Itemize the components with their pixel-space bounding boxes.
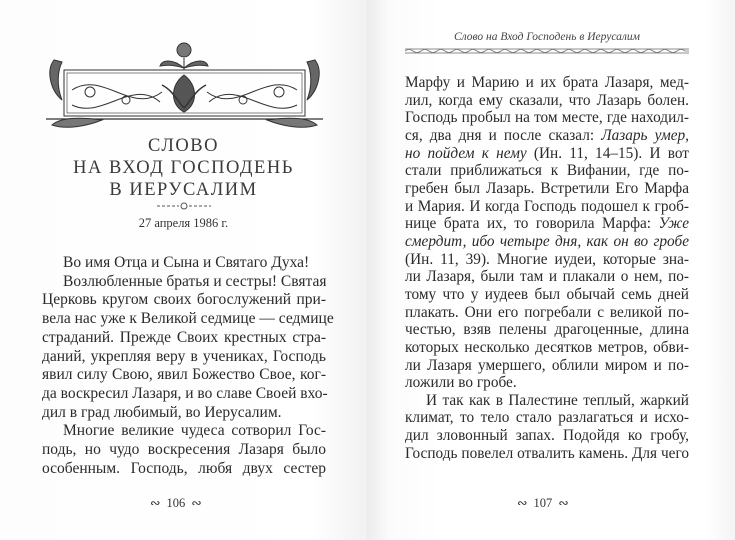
text-segment: нице брата их, то говорила Марфа:: [405, 215, 659, 233]
text-line: [405, 251, 689, 269]
text-segment: да воскресил Лазаря, и во славе Своей вхо-: [42, 384, 328, 402]
text-line: [405, 74, 689, 92]
text-segment: особенным. Господь, любя двух сестер: [42, 459, 326, 477]
text-line: [405, 92, 689, 110]
text-segment: ложили во гробе.: [405, 374, 517, 392]
text-segment: честью, взяв пелены драгоценные, длина: [405, 321, 689, 339]
text-segment: лил, когда ему сказали, что Лазарь болен.: [405, 91, 689, 109]
text-segment: плакать. Они его погребали с великой по-: [405, 303, 689, 321]
text-segment: даний, укрепляя веру в учениках, Господь: [42, 347, 326, 365]
text-segment: ся, два дня и после сказал:: [405, 126, 602, 144]
text-segment: Многие великие чудеса сотворил Гос-: [63, 422, 326, 440]
text-line: [42, 460, 326, 479]
text-line: [405, 215, 689, 233]
text-line: [42, 385, 326, 404]
title-line: В ИЕРУСАЛИМ: [109, 180, 258, 200]
text-segment: Возлюбленные братья и сестры! Святая: [63, 272, 327, 290]
headpiece-ornament: [42, 30, 327, 135]
text-line: [405, 145, 689, 163]
text-line: [42, 422, 326, 441]
sermon-date: 27 апреля 1986 г.: [138, 216, 229, 230]
text-line: [42, 329, 326, 348]
text-segment: подь, но чудо воскресения Лазаря было: [42, 441, 326, 459]
italic-quote: но пойдем к нему: [405, 144, 527, 162]
text-segment: Господь пробыл на том месте, где находил-: [405, 109, 689, 127]
body-text: [42, 254, 334, 478]
text-line: [405, 339, 689, 357]
text-line: [405, 427, 689, 445]
text-line: [405, 374, 689, 392]
page-number: 107: [533, 496, 553, 510]
text-segment: Господь повелел отвалить камень. Для чего: [405, 444, 689, 462]
text-segment: И так как в Палестине теплый, жаркий: [426, 391, 689, 409]
running-head-rule: [405, 48, 689, 54]
text-line: [42, 348, 326, 367]
text-segment: ли Лазаря умершего, облили миром и по-: [405, 356, 689, 374]
text-segment: явил силу Свою, явил Божество Свое, ког-: [42, 366, 326, 384]
text-line: [405, 109, 689, 127]
text-line: [405, 268, 689, 286]
flourish-icon: ∾: [150, 496, 161, 510]
text-line: [42, 366, 326, 385]
text-line: [405, 127, 689, 145]
left-page: [0, 0, 367, 540]
text-line: [405, 357, 689, 375]
title-line: НА ВХОД ГОСПОДЕНЬ: [73, 158, 294, 178]
text-line: [405, 180, 689, 198]
flourish-icon: ∾: [517, 496, 528, 510]
text-line: [405, 321, 689, 339]
text-segment: Во имя Отца и Сына и Святаго Духа!: [63, 254, 310, 271]
flourish-icon: ∾: [558, 496, 569, 510]
text-line: [405, 198, 689, 216]
page-number-left: [150, 496, 202, 511]
text-line: [405, 162, 689, 180]
text-line: [42, 254, 326, 273]
text-segment: стали приближаться к Вифании, где по-: [405, 162, 689, 180]
text-line: [405, 233, 689, 251]
text-segment: климат, то тело стало разлагаться и исхо-: [405, 409, 689, 427]
italic-quote: смердит, ибо четыре дня, как он во гробе: [405, 232, 689, 250]
text-line: [405, 409, 689, 427]
text-line: [405, 445, 689, 463]
running-head: Слово на Вход Господень в Иерусалим: [453, 31, 640, 43]
text-line: [405, 286, 689, 304]
right-page: [367, 0, 735, 540]
italic-quote: Лазарь умер,: [601, 126, 690, 144]
text-segment: дил зловонный запах. Подойдя ко гробу,: [405, 427, 689, 445]
text-line: [42, 404, 326, 423]
title-line: СЛОВО: [148, 136, 219, 156]
body-text: [405, 74, 689, 462]
text-segment: дил в град любимый, во Иерусалим.: [42, 403, 282, 421]
text-segment: страданий. Прежде Своих крестных стра-: [42, 328, 326, 346]
italic-quote: Уже: [658, 215, 689, 233]
sermon-title: [0, 135, 367, 201]
text-segment: гребен был Лазарь. Встретили Его Марфа: [405, 179, 689, 197]
text-segment: вела нас уже к Великой седмице — седмице: [42, 310, 334, 328]
text-segment: Марфу и Марию и их брата Лазаря, мед-: [405, 74, 689, 91]
text-line: [42, 291, 326, 310]
text-line: [42, 310, 334, 329]
text-line: [42, 441, 326, 460]
text-segment: (Ин. 11, 39). Многие иудеи, которые зна-: [405, 250, 689, 268]
text-segment: ли Лазаря, были там и плакали о нем, по-: [405, 268, 689, 286]
text-segment: и Мария. И когда Господь подошел к гроб-: [405, 197, 689, 215]
title-divider-ornament: [157, 202, 211, 210]
page-number-right: [517, 496, 569, 511]
text-line: [405, 304, 689, 322]
text-segment: которых несколько десятков метров, обви-: [405, 338, 689, 356]
text-segment: Церковь кругом своих богослужений при-: [42, 291, 326, 309]
text-segment: тому что у иудеев был обычай семь дней: [405, 285, 689, 303]
text-line: [42, 273, 326, 292]
page-number: 106: [166, 496, 186, 510]
flourish-icon: ∾: [191, 496, 202, 510]
text-line: [405, 392, 689, 410]
text-segment: (Ин. 11, 14–15). И вот: [526, 144, 689, 162]
